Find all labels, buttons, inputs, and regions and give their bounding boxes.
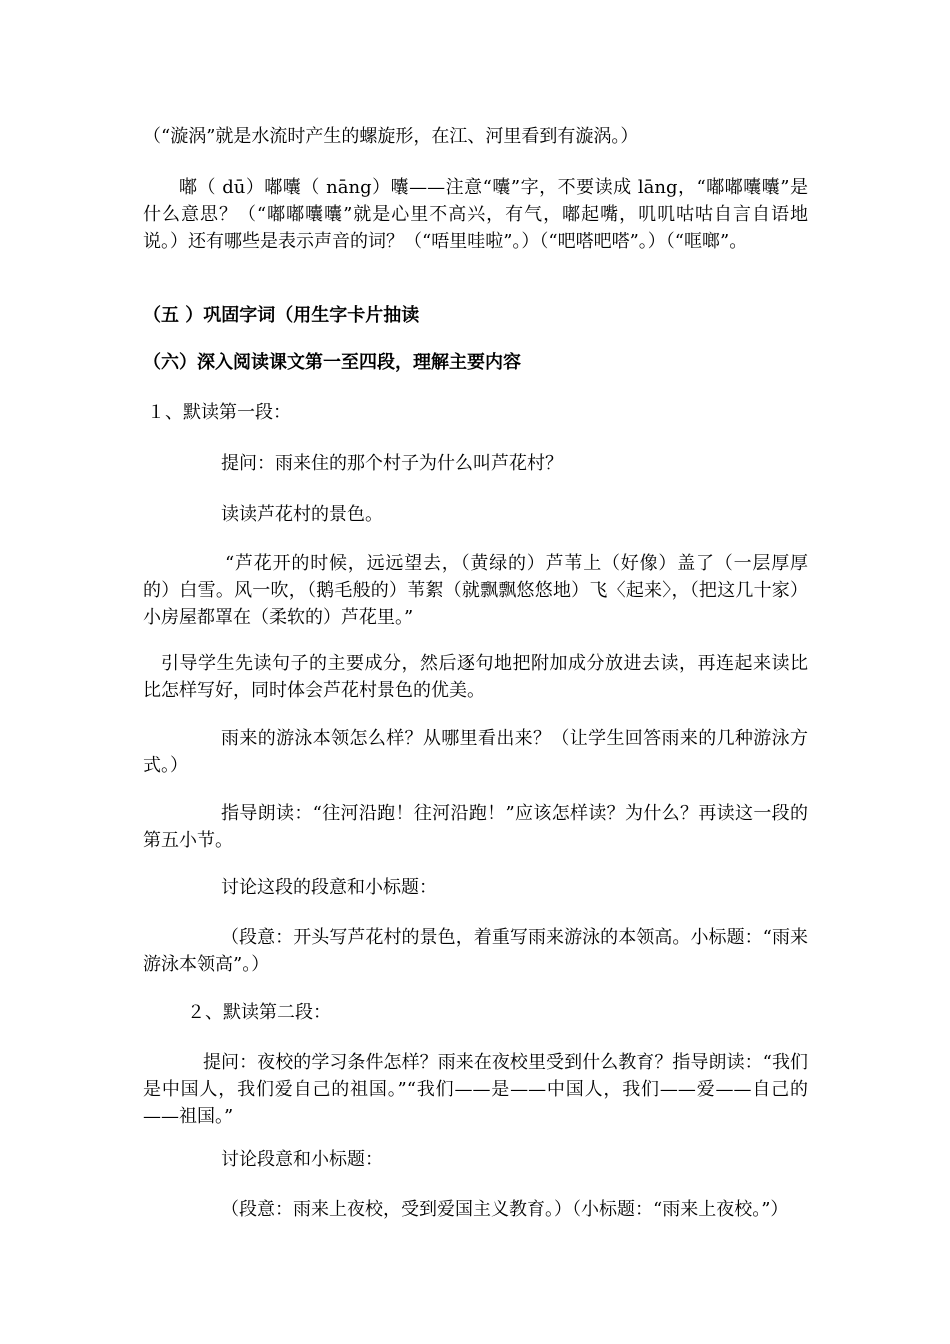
heading-section-six: （六）深入阅读课文第一至四段，理解主要内容 [143, 352, 521, 373]
paragraph-reading-aloud-guidance: 指导朗读：“往河沿跑！往河沿跑！”应该怎样读？为什么？再读这一段的第五小节。 [143, 803, 808, 851]
discussion-prompt-one: 讨论这段的段意和小标题： [221, 877, 437, 898]
read-scenery-instruction: 读读芦花村的景色。 [221, 504, 383, 525]
paragraph-whirlpool-explanation: （“漩涡”就是水流时产生的螺旋形，在江、河里看到有漩涡。） [143, 126, 639, 147]
heading-section-five: （五 ）巩固字词（用生字卡片抽读 [143, 305, 420, 326]
paragraph-dudu-nangnang: 嘟（ dū）嘟囔（ nāng）囔——注意“囔”字，不要读成 lāng，“嘟嘟囔囔”是什么意思？（“嘟嘟囔囔”就是心里不高兴，有气，嘟起嘴，叽叽咕咕自言自语地说。）还有哪些是表示声音的词？（“唔里哇啦”。）（“吧嗒吧嗒”。）（“哐啷”。 [143, 177, 808, 252]
question-night-school: 提问：夜校的学习条件怎样？雨来在夜校里受到什么教育？指导朗读：“我们是中国人，我们爱自己的祖国。”“我们——是——中国人，我们——爱——自己的——祖国。” [143, 1052, 808, 1127]
question-swimming-skill: 雨来的游泳本领怎么样？从哪里看出来？（让学生回答雨来的几种游泳方式。） [143, 728, 808, 776]
answer-section-two-summary: （段意：雨来上夜校，受到爱国主义教育。）（小标题：“雨来上夜校。”） [221, 1199, 789, 1220]
answer-section-one-summary: （段意：开头写芦花村的景色，着重写雨来游泳的本领高。小标题：“雨来游泳本领高”。） [143, 927, 808, 975]
step-one-label: １、默读第一段： [147, 402, 291, 423]
discussion-prompt-two: 讨论段意和小标题： [221, 1149, 383, 1170]
question-village-name: 提问：雨来住的那个村子为什么叫芦花村？ [221, 453, 563, 474]
step-two-label: ２、默读第二段： [187, 1002, 331, 1023]
quote-reed-flower-scenery: “芦花开的时候，远远望去，（黄绿的）芦苇上（好像）盖了（一层厚厚的）白雪。风一吹，（鹅毛般的）苇絮（就飘飘悠悠地）飞〈起来〉，（把这几十家）小房屋都罩在（柔软的）芦花里。” [143, 553, 808, 628]
paragraph-reading-guidance: 引导学生先读句子的主要成分，然后逐句地把附加成分放进去读，再连起来读比比怎样写好，同时体会芦花村景色的优美。 [143, 653, 808, 701]
